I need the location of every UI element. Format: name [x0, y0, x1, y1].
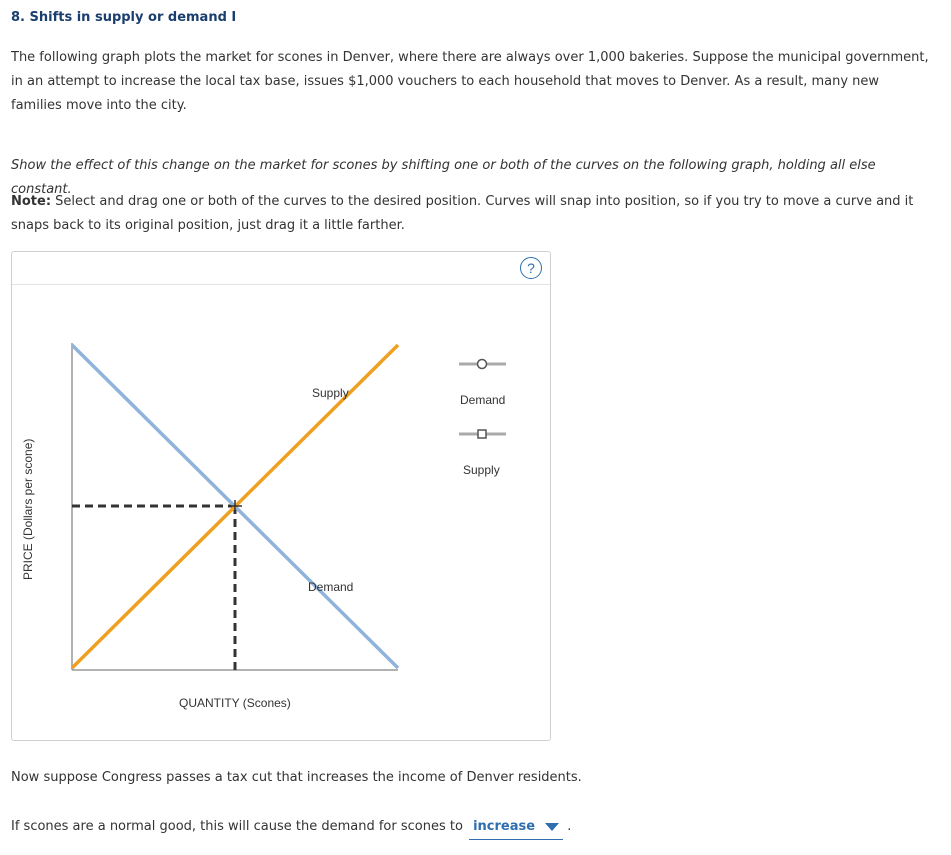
- note-text: Select and drag one or both of the curves to the desired position. Curves will snap into position, so if you try to move a curve and it snaps back to its original position, just drag it a little farther.: [11, 194, 914, 233]
- demand-curve-label: Demand: [308, 580, 354, 594]
- followup-context: Now suppose Congress passes a tax cut that increases the income of Denver residents.: [11, 770, 582, 785]
- chevron-down-icon: [545, 823, 559, 831]
- followup-question-prefix: If scones are a normal good, this will cause the demand for scones to: [11, 819, 463, 834]
- legend-demand-tool[interactable]: [459, 360, 506, 369]
- supply-demand-graph: [12, 252, 552, 742]
- question-title: 8. Shifts in supply or demand I: [11, 10, 237, 25]
- y-axis-label: PRICE (Dollars per scone): [21, 438, 35, 580]
- dropdown-selected-value: increase: [473, 819, 536, 834]
- legend-demand-circle-icon: [478, 360, 487, 369]
- legend-supply-tool[interactable]: [459, 430, 506, 438]
- legend-supply-label: Supply: [463, 463, 500, 477]
- note-label: Note:: [11, 194, 52, 209]
- legend-supply-square-icon: [478, 430, 486, 438]
- graph-panel: [11, 251, 551, 741]
- legend-demand-label: Demand: [460, 393, 506, 407]
- supply-curve-label: Supply: [312, 386, 349, 400]
- question-intro: The following graph plots the market for scones in Denver, where there are always over 1,000 bakeries. Suppose the municipal government, in an attempt to increase the local tax base, issues $1,000 vouchers to each household that moves to Denver. As a result, many new families move into the city.: [11, 50, 929, 113]
- question-instruction: Show the effect of this change on the market for scones by shifting one or both of the curves on the following graph, holding all else constant.: [11, 158, 876, 197]
- followup-question-suffix: .: [567, 819, 572, 834]
- question-note: [11, 190, 931, 238]
- demand-change-dropdown[interactable]: [469, 815, 563, 840]
- followup-question: [11, 815, 931, 840]
- help-icon[interactable]: ?: [520, 257, 542, 279]
- x-axis-label: QUANTITY (Scones): [179, 696, 291, 710]
